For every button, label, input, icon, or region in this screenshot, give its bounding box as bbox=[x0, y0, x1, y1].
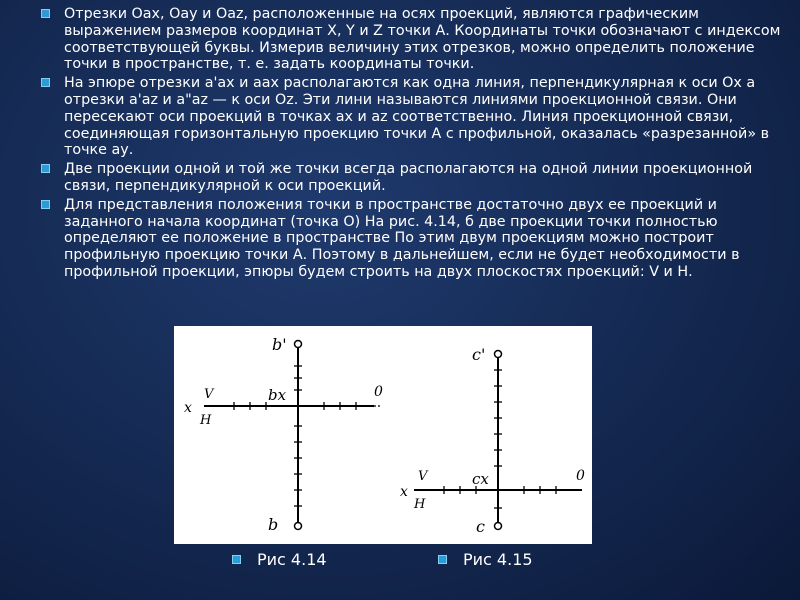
x-axis-label: x bbox=[400, 484, 408, 500]
label-bx: bx bbox=[268, 386, 287, 404]
bullet-marker bbox=[41, 78, 50, 87]
label-c: c bbox=[476, 517, 485, 536]
projection-figure bbox=[174, 326, 592, 544]
bullet-marker bbox=[41, 9, 50, 18]
point-c-prime bbox=[495, 351, 502, 358]
label-cx: cx bbox=[472, 470, 489, 488]
diagram-left bbox=[184, 335, 383, 534]
origin-label: 0 bbox=[576, 468, 585, 484]
x-axis-label: x bbox=[184, 400, 192, 416]
bullet-3 bbox=[40, 161, 792, 195]
bullet-marker bbox=[41, 164, 50, 173]
label-c-prime: c' bbox=[472, 345, 486, 364]
bullet-text: Две проекции одной и той же точки всегда располагаются на одной линии проекционной связи, перпендикулярной к оси проекций. bbox=[64, 161, 753, 194]
h-label: H bbox=[200, 413, 212, 428]
bullet-4 bbox=[40, 197, 792, 281]
bullet-marker bbox=[438, 555, 447, 564]
bullet-text: Отрезки Оах, Оау и Оаz, расположенные на осях проекций, являются графическим выражением размеров координат X, Y и Z точки А. Координаты точки обозначают с индексом соответствующей буквы. Измерив величину этих отрезков, можно определить положение точки в пространстве, т. е. задать координаты точки. bbox=[64, 6, 781, 73]
bullet-text: Для представления положения точки в пространстве достаточно двух ее проекций и заданного начала координат (точка О) На рис. 4.14, б две проекции точки полностью определяют ее положение в пространстве По этим двум проекциям можно построит профильную проекцию точки А. Поэтому в дальнейшем, если не будет необходимости в профильной проекции, эпюры будем строить на двух плоскостях проекций: V и Н. bbox=[64, 196, 740, 280]
diagram-right bbox=[400, 345, 585, 536]
bullet-marker bbox=[41, 200, 50, 209]
point-b-prime bbox=[295, 341, 302, 348]
caption-fig-4-14 bbox=[232, 550, 327, 569]
label-b-prime: b' bbox=[272, 335, 287, 354]
point-b bbox=[295, 523, 302, 530]
projection-diagram bbox=[174, 326, 592, 544]
bullet-text: На эпюре отрезки а'ах и аах располагаются как одна линия, перпендикулярная к оси Ох а отрезки а'аz и а"аz — к оси Оz. Эти лини называются линиями проекционной связи. Они пересекают оси проекций в точках ах и аz соответственно. Линия проекционной связи, соединяющая горизонтальную проекцию точки А с профильной, оказалась «разрезанной» в точке ау. bbox=[64, 75, 770, 159]
caption-text: Рис 4.14 bbox=[257, 550, 327, 569]
bullet-1 bbox=[40, 6, 792, 73]
v-label: V bbox=[204, 387, 214, 402]
label-b: b bbox=[268, 515, 279, 534]
v-label: V bbox=[418, 469, 428, 484]
bullet-2 bbox=[40, 75, 792, 159]
caption-text: Рис 4.15 bbox=[463, 550, 533, 569]
h-label: H bbox=[414, 497, 426, 512]
slide-text bbox=[40, 6, 792, 283]
caption-fig-4-15 bbox=[438, 550, 533, 569]
origin-label: 0 bbox=[374, 384, 383, 400]
point-c bbox=[495, 523, 502, 530]
bullet-marker bbox=[232, 555, 241, 564]
